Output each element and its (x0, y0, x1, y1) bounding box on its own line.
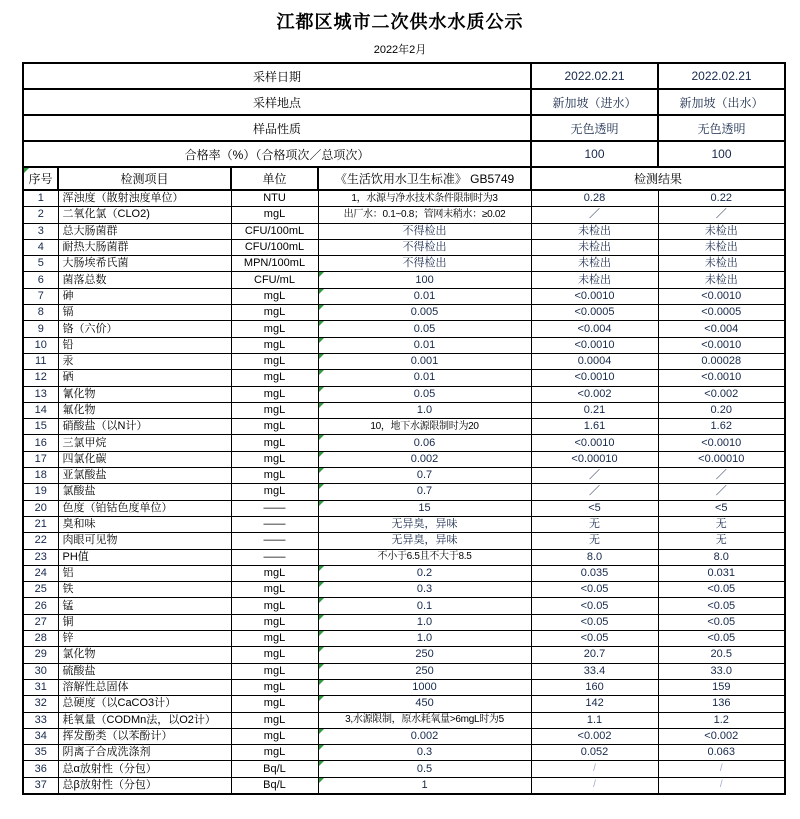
row-unit: mgL (231, 647, 318, 663)
table-row (23, 533, 785, 549)
row-no: 22 (23, 533, 58, 549)
row-result-inlet: <0.05 (531, 614, 658, 630)
row-result-outlet: <0.002 (658, 386, 785, 402)
row-item: 锰 (58, 598, 231, 614)
row-no: 23 (23, 549, 58, 565)
row-unit: mgL (231, 288, 318, 304)
row-no: 33 (23, 712, 58, 728)
row-item: 总β放射性（分包） (58, 777, 231, 794)
table-row (23, 565, 785, 581)
row-unit: mgL (231, 582, 318, 598)
row-no: 30 (23, 663, 58, 679)
row-item: 大肠埃希氏菌 (58, 256, 231, 272)
row-unit: mgL (231, 321, 318, 337)
row-standard: 0.2 (318, 565, 531, 581)
row-standard: 250 (318, 663, 531, 679)
row-unit: Bq/L (231, 761, 318, 777)
row-result-outlet: 0.22 (658, 190, 785, 207)
row-result-inlet: <0.002 (531, 728, 658, 744)
row-standard: 不得检出 (318, 223, 531, 239)
table-row (23, 402, 785, 418)
row-standard: 0.5 (318, 761, 531, 777)
row-result-outlet: 33.0 (658, 663, 785, 679)
table-row (23, 288, 785, 304)
row-result-outlet: 未检出 (658, 239, 785, 255)
row-result-outlet: 0.063 (658, 745, 785, 761)
col-header-item: 检测项目 (58, 167, 231, 190)
row-standard: 无异臭，异味 (318, 516, 531, 532)
table-row (23, 468, 785, 484)
row-item: 三氯甲烷 (58, 435, 231, 451)
col-header-standard: 《生活饮用水卫生标准》 GB5749 (318, 167, 531, 190)
row-result-outlet: ／ (658, 484, 785, 500)
table-row (23, 663, 785, 679)
row-result-outlet: 无 (658, 516, 785, 532)
row-result-inlet: <0.004 (531, 321, 658, 337)
row-standard: 0.06 (318, 435, 531, 451)
row-item: 总α放射性（分包） (58, 761, 231, 777)
row-result-inlet: 160 (531, 679, 658, 695)
row-result-inlet: ／ (531, 484, 658, 500)
row-item: 总大肠菌群 (58, 223, 231, 239)
row-result-inlet: 0.21 (531, 402, 658, 418)
info-value-outlet: 新加坡（出水） (658, 89, 785, 115)
row-item: 臭和味 (58, 516, 231, 532)
row-standard: 1000 (318, 679, 531, 695)
table-row (23, 614, 785, 630)
table-row (23, 435, 785, 451)
row-unit: Bq/L (231, 777, 318, 794)
table-row (23, 370, 785, 386)
row-no: 25 (23, 582, 58, 598)
row-result-outlet: <0.0005 (658, 305, 785, 321)
row-no: 16 (23, 435, 58, 451)
row-unit: mgL (231, 679, 318, 695)
row-result-outlet: <0.05 (658, 631, 785, 647)
row-item: 溶解性总固体 (58, 679, 231, 695)
row-result-outlet: <0.0010 (658, 370, 785, 386)
row-standard: 0.3 (318, 745, 531, 761)
row-standard: 0.7 (318, 468, 531, 484)
row-unit: —— (231, 533, 318, 549)
table-row (23, 190, 785, 207)
row-no: 21 (23, 516, 58, 532)
info-row (23, 141, 785, 167)
table-row (23, 745, 785, 761)
row-unit: CFU/100mL (231, 223, 318, 239)
table-row (23, 598, 785, 614)
table-row (23, 256, 785, 272)
row-result-outlet: 未检出 (658, 256, 785, 272)
row-result-inlet: 无 (531, 533, 658, 549)
row-result-outlet: 0.00028 (658, 353, 785, 369)
row-item: 硝酸盐（以N计） (58, 419, 231, 435)
row-no: 35 (23, 745, 58, 761)
table-column-header-section (23, 167, 785, 190)
row-result-outlet: 8.0 (658, 549, 785, 565)
table-row (23, 451, 785, 467)
row-no: 24 (23, 565, 58, 581)
table-row (23, 582, 785, 598)
row-unit: mgL (231, 728, 318, 744)
row-no: 6 (23, 272, 58, 288)
table-row (23, 305, 785, 321)
info-value-inlet: 100 (531, 141, 658, 167)
row-unit: mgL (231, 353, 318, 369)
row-item: 氯酸盐 (58, 484, 231, 500)
row-result-outlet: <0.0010 (658, 337, 785, 353)
row-result-outlet: <0.05 (658, 598, 785, 614)
row-standard: 不得检出 (318, 256, 531, 272)
table-row (23, 728, 785, 744)
row-standard: 0.1 (318, 598, 531, 614)
row-result-outlet: <0.00010 (658, 451, 785, 467)
row-unit: mgL (231, 484, 318, 500)
row-standard: 0.005 (318, 305, 531, 321)
row-item: 硫酸盐 (58, 663, 231, 679)
info-value-outlet: 无色透明 (658, 115, 785, 141)
row-item: 铬（六价） (58, 321, 231, 337)
row-standard: 出厂水：0.1~0.8；管网末稍水：≥0.02 (318, 207, 531, 223)
row-result-inlet: <5 (531, 500, 658, 516)
row-result-inlet: 未检出 (531, 256, 658, 272)
row-result-inlet: <0.0010 (531, 435, 658, 451)
row-unit: mgL (231, 402, 318, 418)
row-standard: 1 (318, 777, 531, 794)
table-row (23, 353, 785, 369)
row-result-outlet: 1.62 (658, 419, 785, 435)
table-row (23, 223, 785, 239)
row-result-outlet: / (658, 777, 785, 794)
row-standard: 250 (318, 647, 531, 663)
row-result-inlet: <0.0010 (531, 288, 658, 304)
row-result-inlet: <0.05 (531, 631, 658, 647)
row-item: 菌落总数 (58, 272, 231, 288)
row-result-outlet: 159 (658, 679, 785, 695)
row-result-outlet: 0.031 (658, 565, 785, 581)
row-item: 阴离子合成洗涤剂 (58, 745, 231, 761)
info-label: 样品性质 (23, 115, 531, 141)
table-row (23, 761, 785, 777)
row-result-inlet: <0.0005 (531, 305, 658, 321)
row-result-outlet: 20.5 (658, 647, 785, 663)
row-unit: mgL (231, 565, 318, 581)
row-unit: mgL (231, 305, 318, 321)
info-value-outlet: 100 (658, 141, 785, 167)
row-unit: mgL (231, 337, 318, 353)
row-result-outlet: 无 (658, 533, 785, 549)
row-item: 铅 (58, 337, 231, 353)
row-unit: mgL (231, 207, 318, 223)
row-result-outlet: 0.20 (658, 402, 785, 418)
row-item: 镉 (58, 305, 231, 321)
row-standard: 0.05 (318, 321, 531, 337)
row-item: 氰化物 (58, 386, 231, 402)
info-value-outlet: 2022.02.21 (658, 63, 785, 89)
row-item: 硒 (58, 370, 231, 386)
row-standard: 3,水源限制，原水耗氧量>6mgL时为5 (318, 712, 531, 728)
table-body-section (23, 190, 785, 794)
row-no: 27 (23, 614, 58, 630)
row-standard: 0.05 (318, 386, 531, 402)
row-unit: mgL (231, 370, 318, 386)
row-item: 砷 (58, 288, 231, 304)
row-unit: —— (231, 549, 318, 565)
row-unit: NTU (231, 190, 318, 207)
row-no: 8 (23, 305, 58, 321)
row-no: 29 (23, 647, 58, 663)
info-row (23, 89, 785, 115)
row-result-inlet: 0.052 (531, 745, 658, 761)
row-standard: 不小于6.5且不大于8.5 (318, 549, 531, 565)
row-no: 10 (23, 337, 58, 353)
row-no: 36 (23, 761, 58, 777)
row-result-inlet: 无 (531, 516, 658, 532)
column-header-row (23, 167, 785, 190)
table-row (23, 631, 785, 647)
row-result-inlet: 142 (531, 696, 658, 712)
row-result-outlet: <0.0010 (658, 288, 785, 304)
row-result-inlet: <0.05 (531, 598, 658, 614)
row-no: 28 (23, 631, 58, 647)
info-value-inlet: 2022.02.21 (531, 63, 658, 89)
table-row (23, 777, 785, 794)
row-no: 18 (23, 468, 58, 484)
row-standard: 10，地下水源限制时为20 (318, 419, 531, 435)
row-item: PH值 (58, 549, 231, 565)
row-result-outlet: ／ (658, 468, 785, 484)
table-row (23, 679, 785, 695)
page-title: 江都区城市二次供水水质公示 (276, 12, 524, 32)
row-result-outlet: / (658, 761, 785, 777)
row-result-outlet: 136 (658, 696, 785, 712)
row-result-inlet: 0.28 (531, 190, 658, 207)
row-result-outlet: <0.05 (658, 614, 785, 630)
row-unit: mgL (231, 745, 318, 761)
row-no: 15 (23, 419, 58, 435)
table-row (23, 419, 785, 435)
row-standard: 0.002 (318, 451, 531, 467)
row-no: 1 (23, 190, 58, 207)
col-header-result: 检测结果 (531, 167, 785, 190)
col-header-no: 序号 (23, 167, 58, 190)
row-result-inlet: <0.0010 (531, 337, 658, 353)
table-row (23, 321, 785, 337)
row-result-inlet: 33.4 (531, 663, 658, 679)
info-label: 采样地点 (23, 89, 531, 115)
row-item: 浑浊度（散射浊度单位） (58, 190, 231, 207)
row-standard: 0.001 (318, 353, 531, 369)
row-result-inlet: ／ (531, 207, 658, 223)
row-result-inlet: / (531, 761, 658, 777)
row-no: 12 (23, 370, 58, 386)
info-value-inlet: 无色透明 (531, 115, 658, 141)
row-item: 耐热大肠菌群 (58, 239, 231, 255)
table-row (23, 712, 785, 728)
row-no: 11 (23, 353, 58, 369)
row-unit: mgL (231, 451, 318, 467)
row-standard: 0.01 (318, 370, 531, 386)
row-unit: mgL (231, 386, 318, 402)
row-item: 亚氯酸盐 (58, 468, 231, 484)
row-result-outlet: <0.0010 (658, 435, 785, 451)
row-item: 氟化物 (58, 402, 231, 418)
row-unit: mgL (231, 614, 318, 630)
row-standard: 100 (318, 272, 531, 288)
row-no: 2 (23, 207, 58, 223)
info-row (23, 63, 785, 89)
table-row (23, 239, 785, 255)
row-result-inlet: <0.0010 (531, 370, 658, 386)
row-result-outlet: ／ (658, 207, 785, 223)
row-no: 17 (23, 451, 58, 467)
row-result-inlet: <0.00010 (531, 451, 658, 467)
row-item: 铁 (58, 582, 231, 598)
row-standard: 0.01 (318, 337, 531, 353)
row-no: 5 (23, 256, 58, 272)
row-item: 氯化物 (58, 647, 231, 663)
row-no: 20 (23, 500, 58, 516)
row-standard: 0.01 (318, 288, 531, 304)
row-result-outlet: 未检出 (658, 223, 785, 239)
row-no: 19 (23, 484, 58, 500)
row-unit: —— (231, 500, 318, 516)
row-result-inlet: 未检出 (531, 239, 658, 255)
row-standard: 450 (318, 696, 531, 712)
table-row (23, 516, 785, 532)
row-item: 四氯化碳 (58, 451, 231, 467)
row-result-outlet: 1.2 (658, 712, 785, 728)
row-result-inlet: 未检出 (531, 223, 658, 239)
row-no: 7 (23, 288, 58, 304)
row-item: 肉眼可见物 (58, 533, 231, 549)
table-row (23, 647, 785, 663)
row-unit: mgL (231, 468, 318, 484)
table-info-section (23, 63, 785, 167)
row-result-outlet: <0.004 (658, 321, 785, 337)
row-result-inlet: / (531, 777, 658, 794)
row-unit: mgL (231, 419, 318, 435)
table-row (23, 549, 785, 565)
row-standard: 1.0 (318, 614, 531, 630)
row-item: 铝 (58, 565, 231, 581)
row-no: 34 (23, 728, 58, 744)
col-header-unit: 单位 (231, 167, 318, 190)
row-no: 9 (23, 321, 58, 337)
table-row (23, 272, 785, 288)
row-standard: 1.0 (318, 402, 531, 418)
row-unit: CFU/mL (231, 272, 318, 288)
row-standard: 0.7 (318, 484, 531, 500)
info-row (23, 115, 785, 141)
row-standard: 不得检出 (318, 239, 531, 255)
row-unit: mgL (231, 696, 318, 712)
info-value-inlet: 新加坡（进水） (531, 89, 658, 115)
row-result-inlet: 0.035 (531, 565, 658, 581)
row-result-outlet: <5 (658, 500, 785, 516)
row-no: 4 (23, 239, 58, 255)
row-result-outlet: 未检出 (658, 272, 785, 288)
row-standard: 0.3 (318, 582, 531, 598)
table-row (23, 484, 785, 500)
table-row (23, 696, 785, 712)
row-no: 26 (23, 598, 58, 614)
row-standard: 1，水源与净水技术条件限制时为3 (318, 190, 531, 207)
row-result-inlet: 20.7 (531, 647, 658, 663)
row-item: 二氧化氯（CLO2) (58, 207, 231, 223)
row-unit: mgL (231, 598, 318, 614)
row-no: 14 (23, 402, 58, 418)
row-no: 13 (23, 386, 58, 402)
row-unit: mgL (231, 631, 318, 647)
table-row (23, 386, 785, 402)
row-no: 31 (23, 679, 58, 695)
row-result-outlet: <0.05 (658, 582, 785, 598)
row-unit: —— (231, 516, 318, 532)
row-item: 汞 (58, 353, 231, 369)
row-item: 铜 (58, 614, 231, 630)
row-item: 总硬度（以CaCO3计） (58, 696, 231, 712)
table-row (23, 337, 785, 353)
row-result-inlet: <0.05 (531, 582, 658, 598)
row-unit: MPN/100mL (231, 256, 318, 272)
row-unit: mgL (231, 663, 318, 679)
row-no: 32 (23, 696, 58, 712)
row-no: 3 (23, 223, 58, 239)
row-standard: 1.0 (318, 631, 531, 647)
row-result-inlet: ／ (531, 468, 658, 484)
info-label: 采样日期 (23, 63, 531, 89)
row-unit: mgL (231, 712, 318, 728)
report-month: 2022年2月 (373, 44, 427, 56)
row-result-inlet: 未检出 (531, 272, 658, 288)
table-row (23, 500, 785, 516)
row-standard: 无异臭，异味 (318, 533, 531, 549)
row-unit: mgL (231, 435, 318, 451)
info-label: 合格率（%）（合格项次／总项次） (23, 141, 531, 167)
row-item: 锌 (58, 631, 231, 647)
water-quality-table (22, 62, 786, 795)
row-item: 色度（铂钴色度单位） (58, 500, 231, 516)
row-standard: 0.002 (318, 728, 531, 744)
row-result-inlet: <0.002 (531, 386, 658, 402)
row-result-inlet: 1.61 (531, 419, 658, 435)
row-unit: CFU/100mL (231, 239, 318, 255)
row-standard: 15 (318, 500, 531, 516)
row-item: 耗氧量（CODMn法，以O2计） (58, 712, 231, 728)
row-result-outlet: <0.002 (658, 728, 785, 744)
row-result-inlet: 0.0004 (531, 353, 658, 369)
row-result-inlet: 1.1 (531, 712, 658, 728)
row-result-inlet: 8.0 (531, 549, 658, 565)
table-row (23, 207, 785, 223)
row-item: 挥发酚类（以苯酚计） (58, 728, 231, 744)
row-no: 37 (23, 777, 58, 794)
